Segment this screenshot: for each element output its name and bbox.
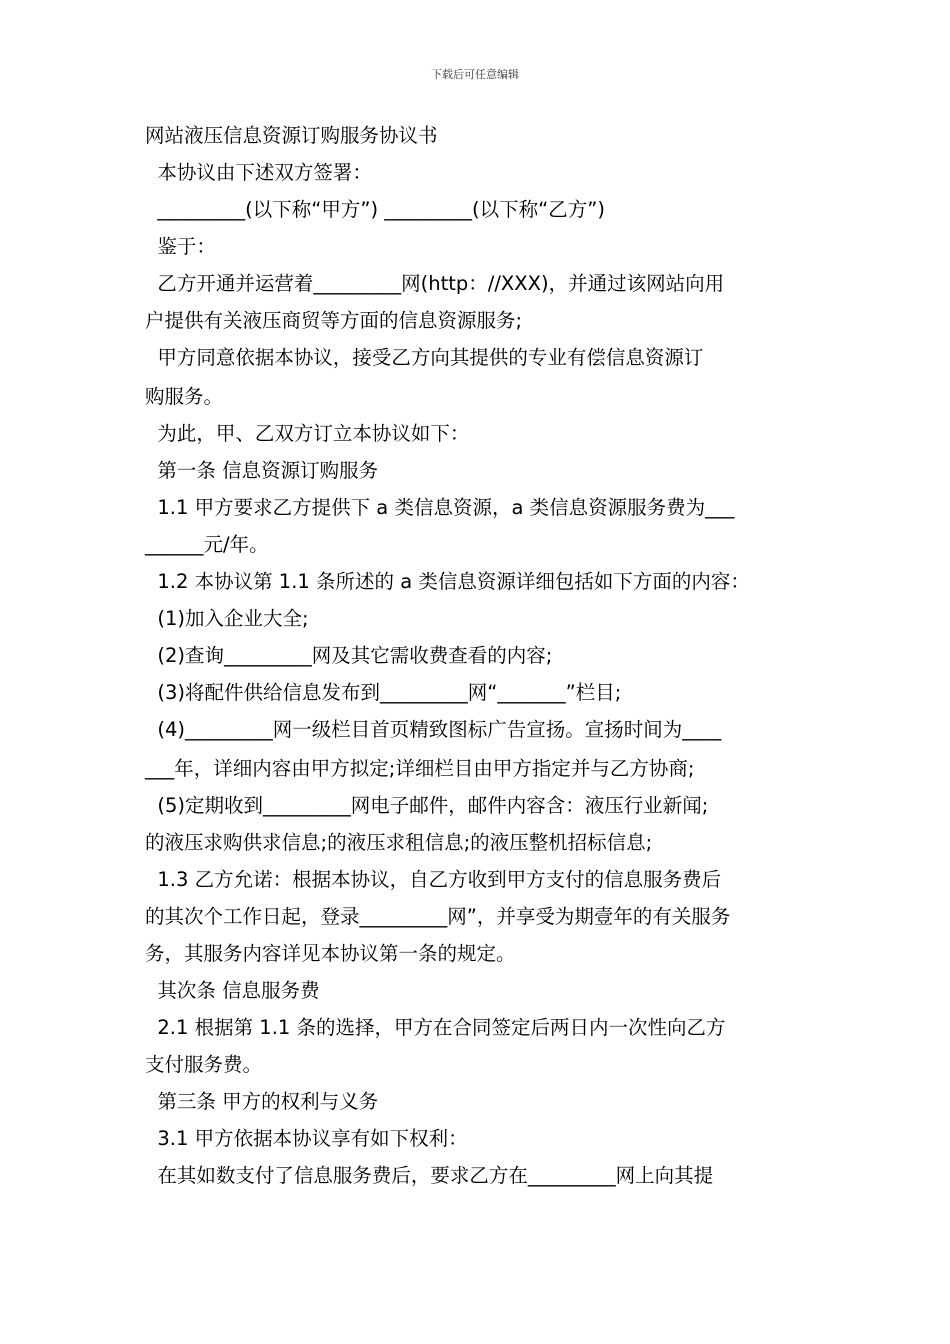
paragraph-line: 1.2 本协议第 1.1 条所述的 a 类信息资源详细包括如下方面的内容： [145,570,750,593]
document-title: 网站液压信息资源订购服务协议书 [145,124,438,147]
list-item: (4)_________网一级栏目首页精致图标广告宣扬。宣扬时间为____ [145,718,722,741]
paragraph-line: 务，其服务内容详见本协议第一条的规定。 [145,942,516,965]
paragraph-line: 3.1 甲方依据本协议享有如下权利： [145,1127,468,1150]
paragraph-line: 支付服务费。 [145,1053,263,1076]
paragraph-line: 购服务。 [145,385,224,408]
paragraph-line: 在其如数支付了信息服务费后，要求乙方在_________网上向其提 [145,1164,714,1187]
paragraph-line: 鉴于： [145,235,216,258]
paragraph-line: ______元/年。 [145,533,269,556]
paragraph-line: 甲方同意依据本协议，接受乙方向其提供的专业有偿信息资源订 [145,346,704,369]
paragraph-line: 户提供有关液压商贸等方面的信息资源服务; [145,309,523,332]
list-item: (3)将配件供给信息发布到_________网“_______”栏目; [145,681,622,704]
section-heading: 其次条 信息服务费 [145,979,320,1002]
paragraph-line: 的液压求购供求信息;的液压求租信息;的液压整机招标信息; [145,831,653,854]
paragraph-line: _________(以下称“甲方”) _________(以下称“乙方”) [145,198,605,221]
page-header: 下载后可任意编辑 [431,68,519,81]
paragraph-line: 的其次个工作日起，登录_________网”，并享受为期壹年的有关服务 [145,905,731,928]
paragraph-line: 为此，甲、乙双方订立本协议如下： [145,422,470,445]
paragraph-line: 乙方开通并运营着_________网(http：//XXX)，并通过该网站向用 [145,272,725,295]
section-heading: 第三条 甲方的权利与义务 [145,1090,379,1113]
list-item: (2)查询_________网及其它需收费查看的内容; [145,644,553,667]
paragraph-line: 2.1 根据第 1.1 条的选择，甲方在合同签定后两日内一次性向乙方 [145,1016,726,1039]
list-item: (1)加入企业大全; [145,607,309,630]
paragraph-line: ___年，详细内容由甲方拟定;详细栏目由甲方指定并与乙方协商; [145,757,695,780]
paragraph-line: 1.1 甲方要求乙方提供下 a 类信息资源，a 类信息资源服务费为___ [145,496,735,519]
section-heading: 第一条 信息资源订购服务 [145,459,379,482]
paragraph-line: 本协议由下述双方签署： [145,161,372,184]
paragraph-line: 1.3 乙方允诺：根据本协议，自乙方收到甲方支付的信息服务费后 [145,868,722,891]
list-item: (5)定期收到_________网电子邮件，邮件内容含：液压行业新闻; [145,794,709,817]
